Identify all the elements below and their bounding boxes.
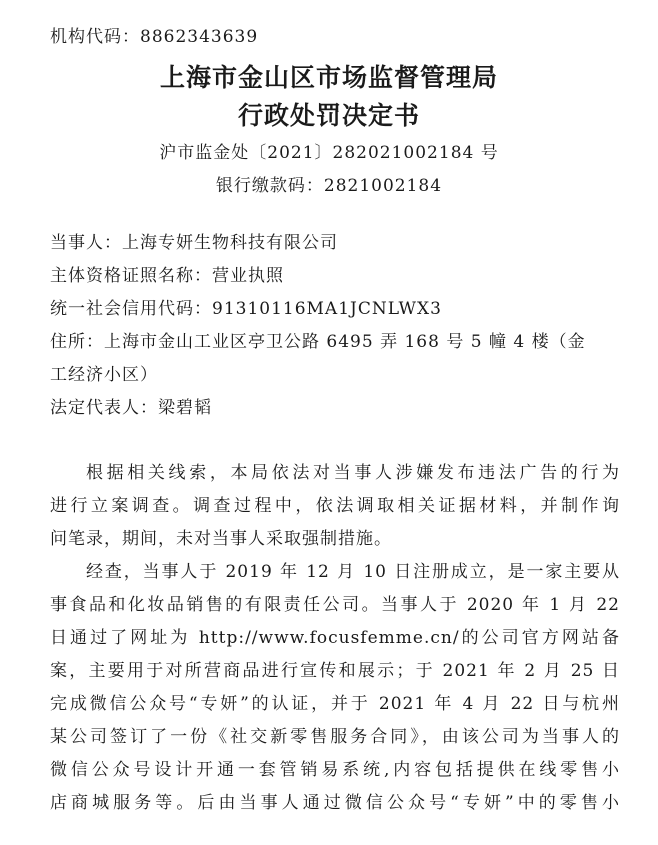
paragraph-line: 问笔录，期间，未对当事人采取强制措施。 (50, 529, 392, 549)
paragraph-line: 微信公众号设计开通一套管销易系统,内容包括提供在线零售小 (50, 760, 620, 780)
document-title-type: 行政处罚决定书 (237, 101, 420, 130)
credit-code: 统一社会信用代码：91310116MA1JCNLWX3 (50, 299, 442, 319)
party-name: 当事人：上海专妍生物科技有限公司 (50, 233, 338, 253)
paragraph-line: 根据相关线索，本局依法对当事人涉嫌发布违法广告的行为 (86, 463, 620, 483)
paragraph-line: 案，主要用于对所营商品进行宣传和展示；于 2021 年 2 月 25 日 (50, 661, 620, 681)
org-code: 机构代码：8862343639 (50, 27, 259, 47)
license-name: 主体资格证照名称：营业执照 (50, 266, 284, 286)
paragraph-line: 进行立案调查。调查过程中，依法调取相关证据材料，并制作询 (50, 496, 620, 516)
paragraph-line: 事食品和化妆品销售的有限责任公司。当事人于 2020 年 1 月 22 (50, 595, 620, 615)
paragraph-line: 店商城服务等。后由当事人通过微信公众号“专妍”中的零售小 (50, 793, 620, 813)
address-line: 住所：上海市金山工业区亭卫公路 6495 弄 168 号 5 幢 4 楼（金 (50, 332, 586, 352)
paragraph-line: 经查，当事人于 2019 年 12 月 10 日注册成立，是一家主要从 (86, 562, 620, 582)
legal-representative: 法定代表人：梁碧韬 (50, 398, 212, 418)
party-info (50, 227, 630, 425)
address-line: 工经济小区） (50, 365, 158, 385)
document-title-agency: 上海市金山区市场监督管理局 (159, 63, 498, 92)
paragraph-investigation (50, 457, 620, 556)
bank-payment-code: 银行缴款码：2821002184 (215, 176, 443, 196)
document-number: 沪市监金处〔2021〕282021002184 号 (159, 143, 499, 163)
paragraph-line: 完成微信公众号“专妍”的认证，并于 2021 年 4 月 22 日与杭州 (50, 694, 620, 714)
paragraph-line: 日通过了网址为 http://www.focusfemme.cn/的公司官方网站备 (50, 628, 620, 648)
paragraph-findings (50, 556, 620, 820)
paragraph-line: 某公司签订了一份《社交新零售服务合同》，由该公司为当事人的 (50, 727, 620, 747)
